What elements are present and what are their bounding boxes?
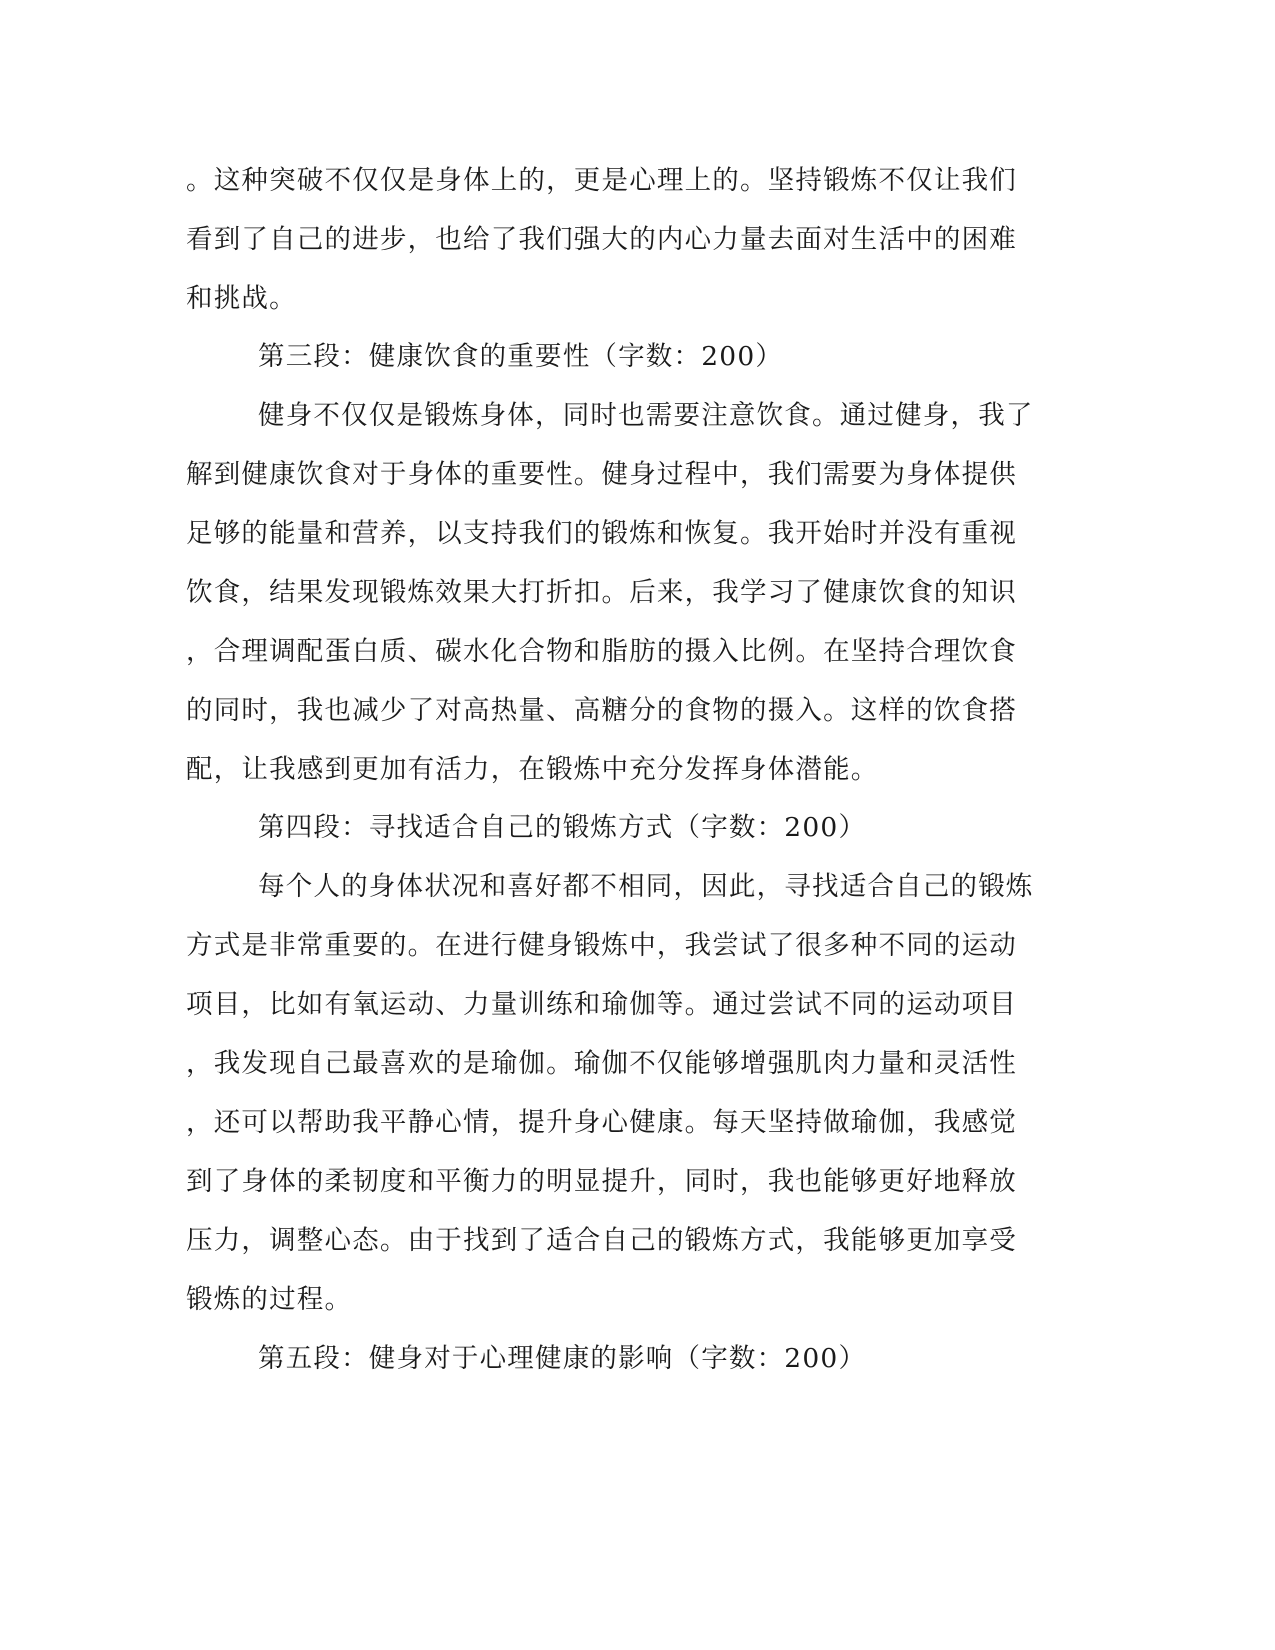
paragraph-line: 方式是非常重要的。在进行健身锻炼中，我尝试了很多种不同的运动 (186, 930, 1017, 961)
paragraph-line: 饮食，结果发现锻炼效果大打折扣。后来，我学习了健康饮食的知识 (186, 577, 1017, 608)
paragraph-line: 。这种突破不仅仅是身体上的，更是心理上的。坚持锻炼不仅让我们 (186, 165, 1017, 196)
paragraph-line: 压力，调整心态。由于找到了适合自己的锻炼方式，我能够更加享受 (186, 1225, 1017, 1256)
paragraph-line: 健身不仅仅是锻炼身体，同时也需要注意饮食。通过健身，我了 (258, 400, 1034, 431)
paragraph-line: 项目，比如有氧运动、力量训练和瑜伽等。通过尝试不同的运动项目 (186, 989, 1017, 1020)
paragraph-line: 锻炼的过程。 (186, 1284, 353, 1315)
section-heading: 第三段：健康饮食的重要性（字数：200） (258, 341, 784, 372)
paragraph-line: ，我发现自己最喜欢的是瑜伽。瑜伽不仅能够增强肌肉力量和灵活性 (186, 1048, 1017, 1079)
paragraph-line: 足够的能量和营养，以支持我们的锻炼和恢复。我开始时并没有重视 (186, 518, 1017, 549)
paragraph-line: 的同时，我也减少了对高热量、高糖分的食物的摄入。这样的饮食搭 (186, 695, 1017, 726)
paragraph-line: 到了身体的柔韧度和平衡力的明显提升，同时，我也能够更好地释放 (186, 1166, 1017, 1197)
section-heading: 第五段：健身对于心理健康的影响（字数：200） (258, 1343, 867, 1374)
paragraph-line: 和挑战。 (186, 283, 297, 314)
paragraph-line: ，合理调配蛋白质、碳水化合物和脂肪的摄入比例。在坚持合理饮食 (186, 636, 1017, 667)
section-heading: 第四段：寻找适合自己的锻炼方式（字数：200） (258, 812, 867, 843)
paragraph-line: 每个人的身体状况和喜好都不相同，因此，寻找适合自己的锻炼 (258, 871, 1034, 902)
paragraph-line: 看到了自己的进步，也给了我们强大的内心力量去面对生活中的困难 (186, 224, 1017, 255)
paragraph-line: ，还可以帮助我平静心情，提升身心健康。每天坚持做瑜伽，我感觉 (186, 1107, 1017, 1138)
paragraph-line: 解到健康饮食对于身体的重要性。健身过程中，我们需要为身体提供 (186, 459, 1017, 490)
paragraph-line: 配，让我感到更加有活力，在锻炼中充分发挥身体潜能。 (186, 754, 879, 785)
